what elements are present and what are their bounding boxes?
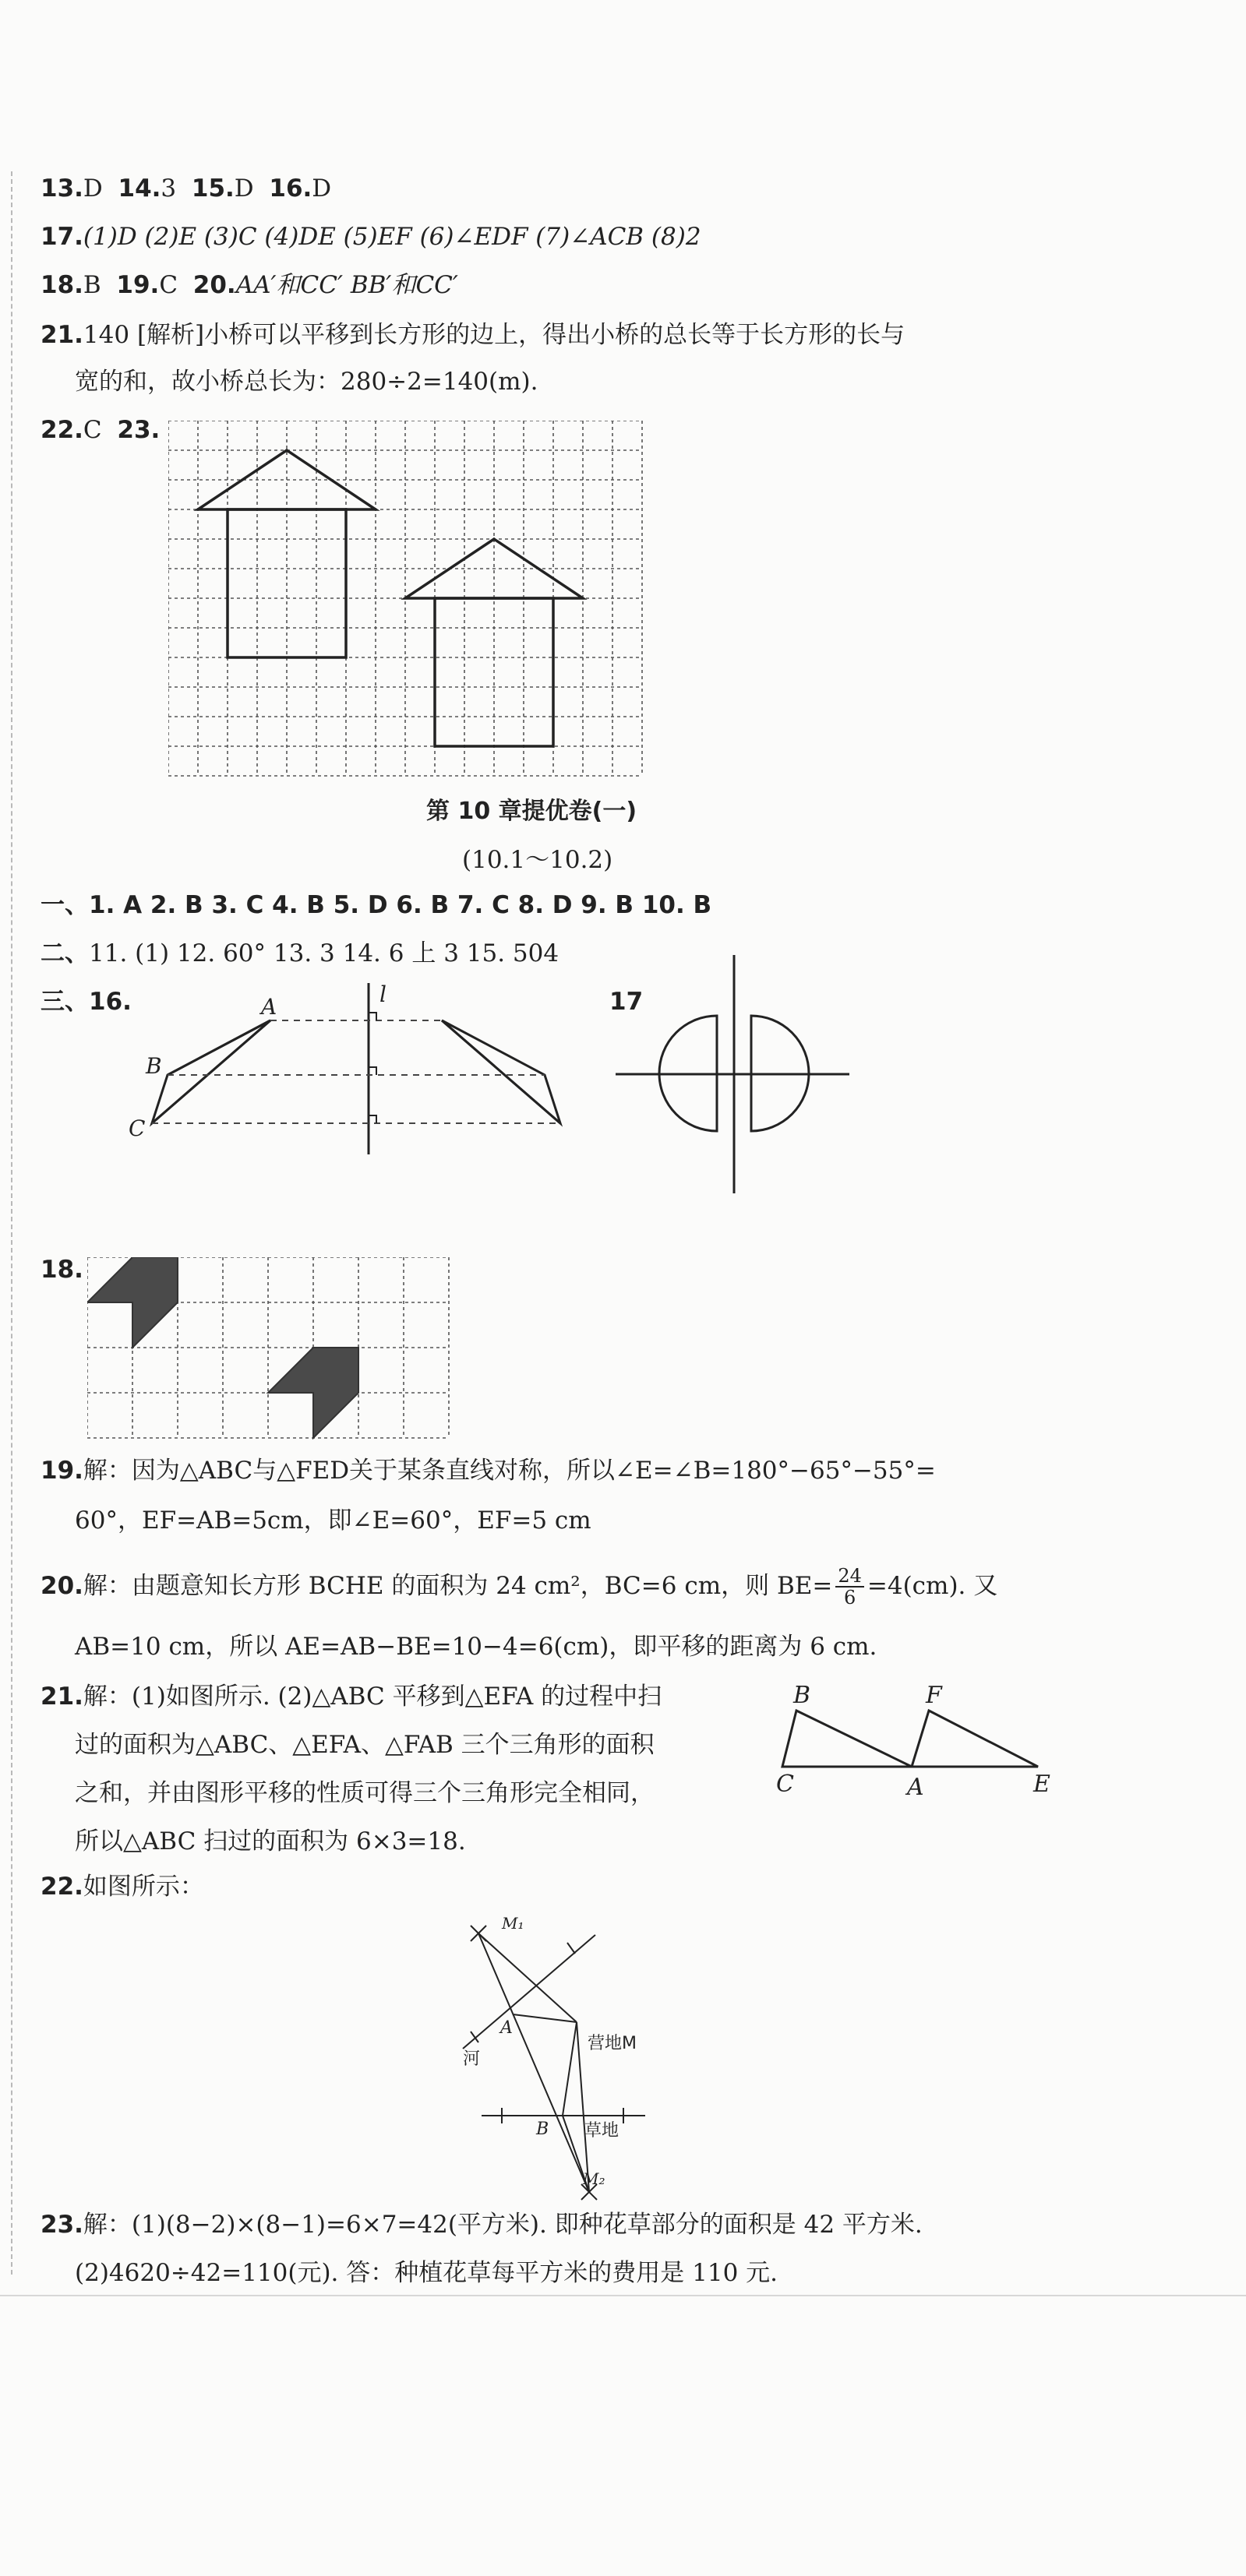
answers-21-cont: 宽的和，故小桥总长为：280÷2=140(m). [75,368,538,396]
q20-line2: AB=10 cm，所以 AE=AB−BE=10−4=6(cm)，即平移的距离为 6 cm. [75,1633,877,1661]
q19-line2: 60°，EF=AB=5cm，即∠E=60°，EF=5 cm [75,1506,591,1535]
answers-17: 17.(1)D (2)E (3)C (4)DE (5)EF (6)∠EDF (7)∠ACB (8)2 [41,223,701,251]
q20-line1: 20.解：由题意知长方形 BCHE 的面积为 24 cm²，BC=6 cm，则 BE= $\frac{24}{6}$ =4(cm). 又 [41,1565,998,1609]
label-A: A [907,1774,924,1801]
label-B: B [536,2120,549,2139]
triangle-figure-q21 [773,1675,1061,1807]
answers-22-23: 22.C 23. [41,416,161,444]
label-river: 河 [463,2049,481,2069]
binding-margin [11,171,12,2275]
label-A: A [500,2018,513,2038]
fraction-24-6: $\frac{24}{6}$ [835,1566,864,1609]
part2-answers: 二、11. (1) 12. 60° 13. 3 14. 6 上 3 15. 504 [41,939,559,967]
construction-figure-q22 [458,1912,692,2208]
section-title: 第 10 章提优卷(一) [426,798,637,825]
page-bottom-rule [0,2295,1246,2296]
q18-label: 18. [41,1256,83,1284]
q21-line3: 之和，并由图形平移的性质可得三个三角形完全相同， [75,1779,655,1807]
answers-21: 21.140 [解析]小桥可以平移到长方形的边上，得出小桥的总长等于长方形的长与 [41,321,905,349]
label-M2: M₂ [583,2169,605,2188]
grid-figure-q18 [87,1257,450,1440]
label-C: C [776,1771,794,1798]
label-A: A [261,994,277,1020]
label-M1: M₁ [502,1914,524,1933]
symmetry-figure-q16 [121,983,588,1170]
label-camp: 营地M [588,2034,637,2053]
answers-18-20: 18.B 19.C 20.AA′和CC′ BB′和CC′ [41,271,458,299]
label-l: l [379,983,387,1007]
part3-label: 三、16. [41,988,132,1016]
label-F: F [926,1682,942,1709]
part1-answers: 一、1. A 2. B 3. C 4. B 5. D 6. B 7. C 8. D 9. B 10. B [41,891,712,919]
label-C: C [129,1115,146,1141]
label-B: B [793,1682,811,1709]
q23-line1: 23.解：(1)(8−2)×(8−1)=6×7=42(平方米). 即种花草部分的面积是 42 平方米. [41,2211,923,2239]
label-grass: 草地 [584,2121,619,2141]
q19-line1: 19.解：因为△ABC与△FED关于某条直线对称，所以∠E=∠B=180°−65°−55°= [41,1457,936,1485]
grid-figure-q23 [168,421,653,779]
semicircle-figure-q17 [616,955,865,1196]
q21-line2: 过的面积为△ABC、△EFA、△FAB 三个三角形的面积 [75,1731,655,1759]
q23-line2: (2)4620÷42=110(元). 答：种植花草每平方米的费用是 110 元. [75,2259,778,2287]
label-E: E [1033,1771,1050,1798]
q21-line4: 所以△ABC 扫过的面积为 6×3=18. [75,1827,466,1855]
q22-line: 22.如图所示： [41,1873,204,1901]
q17-label: 17 [609,988,644,1016]
q21-line1: 21.解：(1)如图所示. (2)△ABC 平移到△EFA 的过程中扫 [41,1683,662,1711]
label-B: B [146,1053,162,1079]
answers-13-16: 13.D 14.3 15.D 16.D [41,174,332,203]
section-range: (10.1～10.2) [462,846,613,874]
